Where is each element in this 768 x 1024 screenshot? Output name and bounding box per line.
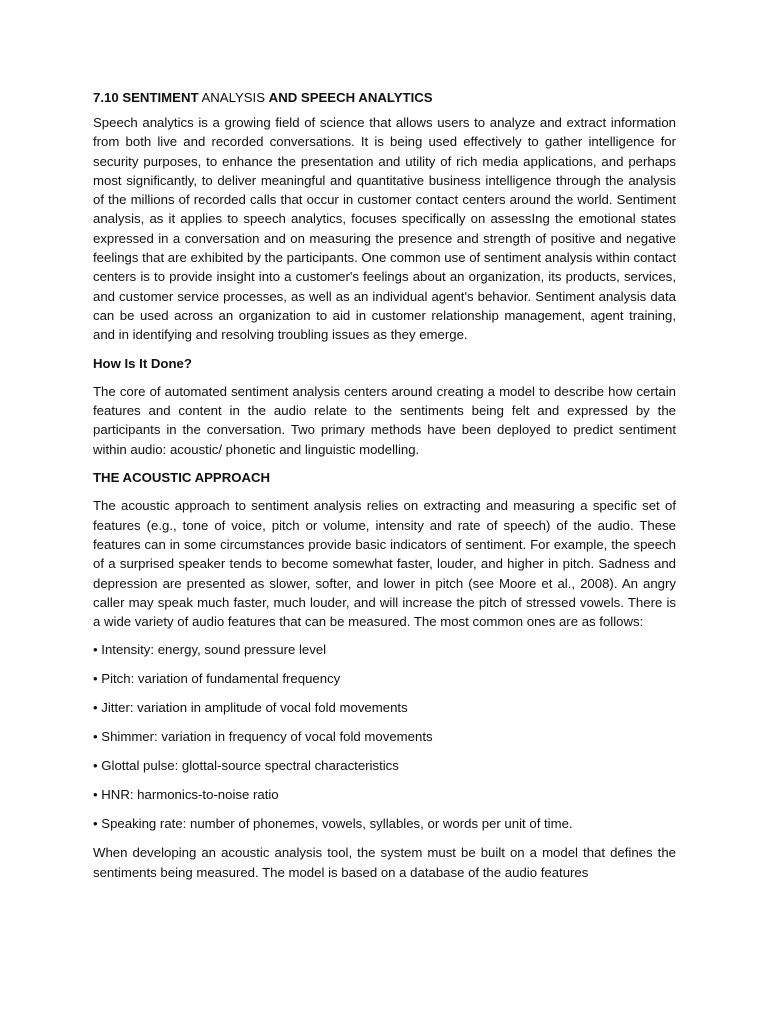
acoustic-heading: THE ACOUSTIC APPROACH <box>93 470 271 486</box>
list-item: • Glottal pulse: glottal-source spectral characteristics <box>93 758 399 774</box>
section-title <box>93 88 676 107</box>
section-title-part2: ANALYSIS <box>201 90 265 105</box>
acoustic-paragraph: The acoustic approach to sentiment analysis relies on extracting and measuring a specific set of features (e.g., tone of voice, pitch or volume, intensity and rate of speech) of the audio. These features can in some circumstances provide basic indicators of sentiment. For example, the speech of a surprised speaker tends to become somewhat faster, louder, and higher in pitch. Sadness and depression are presented as slower, softer, and lower in pitch (see Moore et al., 2008). An angry caller may speak much faster, much louder, and will increase the pitch of stressed vowels. There is a wide variety of audio features that can be measured. The most common ones are as follows: <box>93 498 676 630</box>
list-item: • Intensity: energy, sound pressure level <box>93 642 327 658</box>
list-item: • Speaking rate: number of phonemes, vowels, syllables, or words per unit of time. <box>93 816 573 832</box>
section-title-part1: 7.10 SENTIMENT <box>93 90 199 105</box>
intro-paragraph: Speech analytics is a growing field of science that allows users to analyze and extract information from both live and recorded conversations. It is being used effectively to gather intelligence for security purposes, to enhance the presentation and utility of rich media applications, and perhaps most significantly, to deliver meaningful and quantitative business intelligence through the analysis of the millions of recorded calls that occur in customer contact centers around the world. Sentiment analysis, as it applies to speech analytics, focuses specifically on assessIng the emotional states expressed in a conversation and on measuring the presence and strength of positive and negative feelings that are exhibited by the participants. One common use of sentiment analysis within contact centers is to provide insight into a customer's feelings about an organization, its products, services, and customer service processes, as well as an individual agent's behavior. Sentiment analysis data can be used across an organization to aid in customer relationship management, agent training, and in identifying and resolving troubling issues as they emerge. <box>93 115 676 343</box>
list-item: • Pitch: variation of fundamental frequency <box>93 671 341 687</box>
feature-list <box>93 640 676 833</box>
closing-paragraph: When developing an acoustic analysis tool, the system must be built on a model that defines the sentiments being measured. The model is based on a database of the audio features <box>93 845 676 880</box>
document-page <box>93 88 676 891</box>
list-item: • HNR: harmonics-to-noise ratio <box>93 787 279 803</box>
how-heading: How Is It Done? <box>93 355 192 371</box>
how-paragraph: The core of automated sentiment analysis centers around creating a model to describe how certain features and content in the audio relate to the sentiments being felt and expressed by the participants in the conversation. Two primary methods have been deployed to predict sentiment within audio: acoustic/ phonetic and linguistic modelling. <box>93 383 676 457</box>
section-title-part3: AND SPEECH ANALYTICS <box>268 90 433 105</box>
list-item: • Shimmer: variation in frequency of vocal fold movements <box>93 729 433 745</box>
list-item: • Jitter: variation in amplitude of vocal fold movements <box>93 700 408 716</box>
